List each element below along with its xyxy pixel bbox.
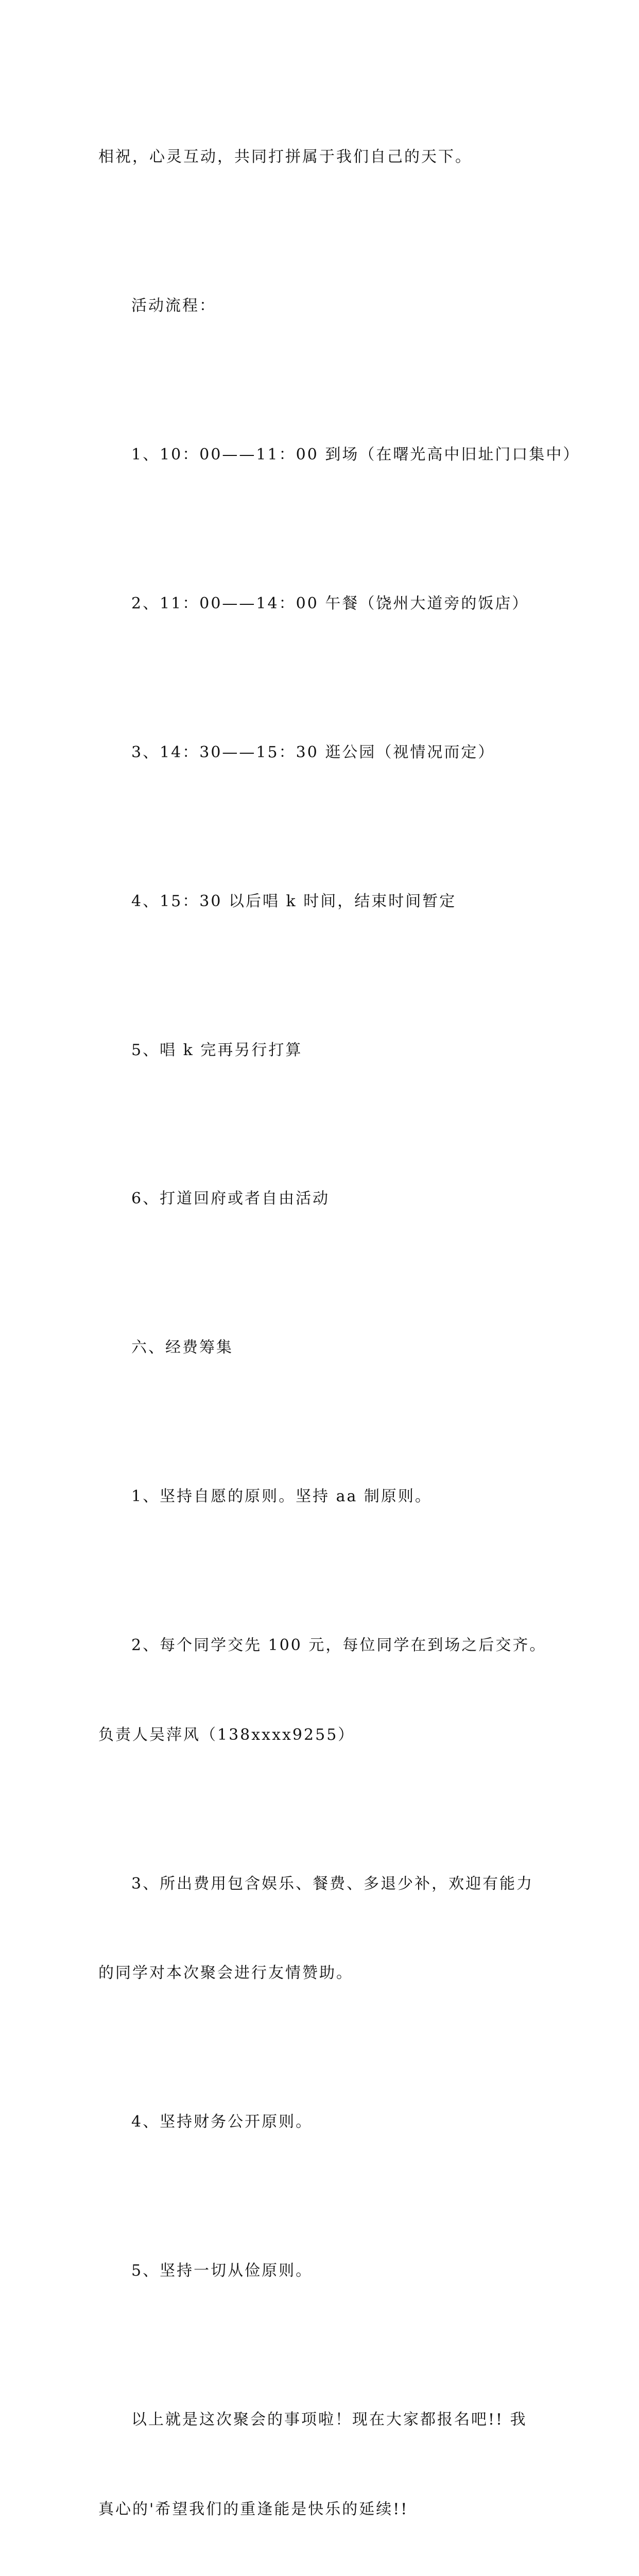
text-line: 3、14：30——15：30 逛公园（视情况而定） <box>131 743 495 761</box>
schedule-item-3 <box>98 678 541 827</box>
section-heading-funding <box>98 1274 541 1422</box>
schedule-item-2 <box>98 529 541 678</box>
paragraph-activity-flow-heading <box>98 231 541 380</box>
paragraph-signup-call <box>98 2346 541 2576</box>
funding-item-3 <box>98 1809 541 2047</box>
text-line: 5、坚持一切从俭原则。 <box>131 2262 313 2280</box>
text-line: 3、所出费用包含娱乐、餐费、多退少补，欢迎有能力 <box>131 1874 534 1893</box>
document-body <box>98 82 580 2576</box>
funding-item-2 <box>98 1571 547 1809</box>
text-line: 2、11：00——14：00 午餐（饶州大道旁的饭店） <box>131 594 529 613</box>
text-line: 的同学对本次聚会进行友情赞助。 <box>98 1964 353 1982</box>
schedule-item-4 <box>98 827 541 976</box>
text-line: 相祝，心灵互动，共同打拼属于我们自己的天下。 <box>98 147 472 166</box>
schedule-item-1 <box>98 380 580 529</box>
paragraph-intro-continuation <box>98 82 541 231</box>
text-line: 活动流程： <box>131 296 216 315</box>
text-line: 1、坚持自愿的原则。坚持 aa 制原则。 <box>131 1487 432 1506</box>
text-line: 6、打道回府或者自由活动 <box>131 1190 330 1208</box>
funding-item-1 <box>98 1422 541 1571</box>
text-line: 5、唱 k 完再另行打算 <box>131 1041 303 1059</box>
text-line: 真心的'希望我们的重逢能是快乐的延续!! <box>98 2500 409 2518</box>
text-line: 4、坚持财务公开原则。 <box>131 2113 313 2131</box>
text-line: 六、经费筹集 <box>131 1338 233 1357</box>
text-line: 以上就是这次聚会的事项啦！现在大家都报名吧!! 我 <box>131 2411 527 2429</box>
funding-item-4 <box>98 2048 541 2197</box>
text-line: 2、每个同学交先 100 元，每位同学在到场之后交齐。 <box>131 1636 547 1655</box>
text-line: 4、15：30 以后唱 k 时间，结束时间暂定 <box>131 892 457 910</box>
text-line: 负责人吴萍风（138xxxx9255） <box>98 1725 355 1744</box>
funding-item-5 <box>98 2197 541 2346</box>
schedule-item-5 <box>98 976 541 1125</box>
schedule-item-6 <box>98 1125 541 1274</box>
text-line: 1、10：00——11：00 到场（在曙光高中旧址门口集中） <box>131 445 580 464</box>
